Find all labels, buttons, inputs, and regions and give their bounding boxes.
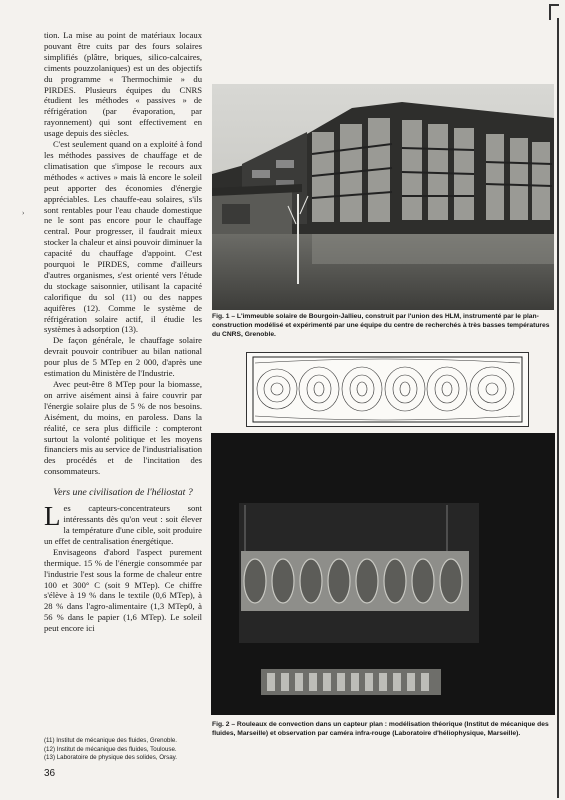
figure-2-caption: Fig. 2 – Rouleaux de convection dans un capteur plan : modélisation théorique (Institut de mécanique des fluides, Marseille) et observation par caméra infra-rouge (Laboratoire d'héliophysique, Marseille).: [212, 721, 549, 737]
infrared-observation-illustration: [211, 433, 555, 715]
body-paragraph: C'est seulement quand on a exploité à fond les méthodes passives de chauffage et de climatisation que s'impose le recours aux méthodes « actives » mais là encore le soleil peut apporter des économies d'énergie appréciables. Les chauffe-eau solaires, s'ils sont rentables pour l'eau chaude domestique ne le sont pas encore pour le chauffage central. Pour progresser, il faudrait mieux stocker la chaleur et ainsi pouvoir diminuer la capacité du chauffage d'appoint. C'est pourquoi le PIRDES, comme d'ailleurs d'autres organismes, s'est orienté vers l'étude du stockage saisonnier, utilisant la capacité calorifique du sol (11) ou des nappes aquifères (12). Comme le système de réfrigération solaire actif, il étudie les systèmes à adsorption (13).: [44, 139, 202, 335]
footnote: (13) Laboratoire de physique des solides, Orsay.: [44, 754, 177, 762]
figure-1-photo: [212, 84, 554, 310]
text-column: [44, 30, 202, 634]
drop-cap: L: [44, 501, 61, 532]
dropcap-paragraph-text: es capteurs-concentrateurs sont intéressants dès qu'on veut : soit élever la température d'une cible, soit produire un effet de centralisation énergétique.: [44, 503, 202, 546]
footnote: (11) Institut de mécanique des fluides, Grenoble.: [44, 737, 177, 744]
footnotes: [44, 737, 214, 763]
convection-rolls-diagram: [247, 353, 528, 426]
figure-2-infrared-photo: [211, 433, 555, 715]
page-edge-rule: [557, 18, 559, 798]
body-paragraph: tion. La mise au point de matériaux locaux pouvant être cuits par des fours solaires simplifiés (plâtre, briques, silico-calcaires, ciments pouzzolaniques) est un des objectifs du programme « Thermochimie » du PIRDES. Plusieurs équipes du CNRS étudient les méthodes « passives » de réfrigération (par évaporation, par rayonnement) qui sont effectivement en usage depuis des siècles.: [44, 30, 202, 139]
body-paragraph: Envisageons d'abord l'aspect purement thermique. 15 % de l'énergie consommée par l'industrie l'est sous la forme de chaleur entre 100 et 300° C (soit 9 MTep). Ce chiffre s'élève à 19 % dans le textile (0,6 MTep), à 28 % dans l'agro-alimentaire (1,3 MTep0, à 56 % dans le papier (1,6 MTep). Le soleil peut encore ici: [44, 546, 202, 634]
convection-model-drawing: [246, 352, 529, 427]
building-photo-illustration: [212, 84, 554, 310]
footnote: (12) Institut de mécanique des fluides, Toulouse.: [44, 745, 177, 753]
section-subheading: Vers une civilisation de l'héliostat ?: [53, 487, 193, 499]
figure-1-caption: Fig. 1 – L'immeuble solaire de Bourgoin-Jallieu, construit par l'union des HLM, instrumenté par le plan-construction modélisé et expérimenté par une équipe du centre de recherchés à très basses températures du CNRS, Grenoble.: [212, 313, 550, 338]
body-paragraph: De façon générale, le chauffage solaire devrait pouvoir contribuer au bilan national pour plus de 5 MTep en 2 000, d'après une estimation du Ministère de l'Industrie.: [44, 335, 202, 379]
body-paragraph: Avec peut-être 8 MTep pour la biomasse, on arrive aisément ainsi à faire couvrir par l'énergie solaire plus de 5 % de nos besoins. Aisément, du moins, en paroless. Dans la réalité, ce sera plus difficile : compteront surtout la volonté politique et les moyens financiers mis au service de l'industrialisation des procédés et de l'incitation des consommateurs.: [44, 379, 202, 477]
page-number: 36: [44, 768, 56, 779]
margin-mark: ›: [22, 209, 25, 217]
body-paragraph: [44, 503, 202, 547]
